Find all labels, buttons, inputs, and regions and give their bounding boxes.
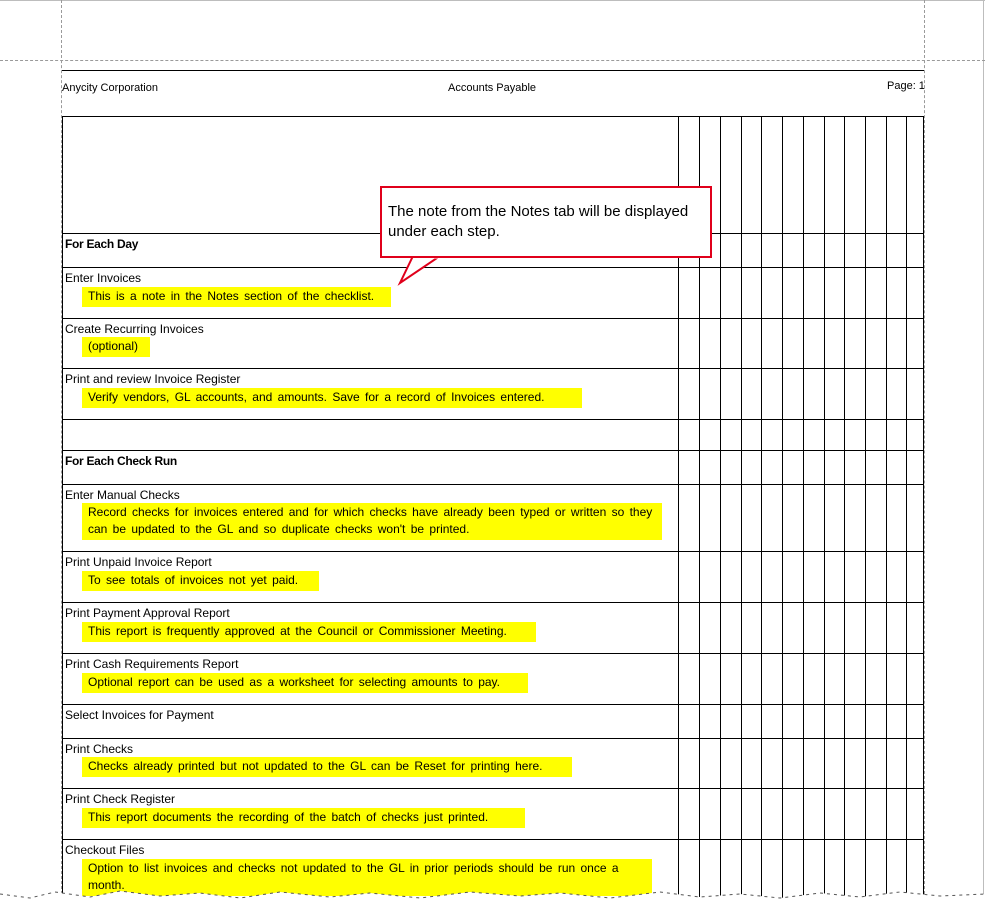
company-name: Anycity Corporation [62,82,158,94]
callout-text: The note from the Notes tab will be displayed under each step. [388,203,689,240]
top-margin-guide [0,60,985,61]
step-title-select-invoices: Select Invoices for Payment [65,708,214,722]
step-title-cash-requirements-report: Print Cash Requirements Report [65,657,239,671]
signoff-column-divider [782,117,783,919]
row-separator [63,839,923,840]
step-note: Optional report can be used as a worksheet for selecting amounts to pay. [82,673,528,693]
torn-page-edge [0,884,985,919]
row-separator [63,450,923,451]
row-separator [63,318,923,319]
row-separator [63,419,923,420]
callout-annotation [380,186,712,258]
page-top-edge [0,0,985,1]
signoff-column-divider [720,117,721,919]
row-separator [63,551,923,552]
step-title-payment-approval-report: Print Payment Approval Report [65,606,230,620]
row-separator [63,788,923,789]
signoff-column-divider [886,117,887,919]
row-separator [63,267,923,268]
signoff-column-divider [824,117,825,919]
signoff-column-divider [761,117,762,919]
signoff-column-divider [906,117,907,919]
step-title-recurring-invoices: Create Recurring Invoices [65,322,204,336]
row-separator [63,653,923,654]
step-note: Record checks for invoices entered and for which checks have already been typed or written so they can be updated to the GL and so duplicate checks won't be printed. [82,503,662,540]
section-title-each-check-run: For Each Check Run [65,454,177,468]
step-note: To see totals of invoices not yet paid. [82,571,319,591]
step-title-print-checks: Print Checks [65,742,134,756]
signoff-column-divider [803,117,804,919]
signoff-column-divider [844,117,845,919]
header-top-rule [62,70,924,71]
step-title-unpaid-invoice-report: Print Unpaid Invoice Report [65,555,212,569]
row-separator [63,738,923,739]
step-title-checkout-files: Checkout Files [65,843,145,857]
report-title: Accounts Payable [448,82,537,94]
row-separator [63,484,923,485]
step-title-manual-checks: Enter Manual Checks [65,488,180,502]
step-note: Verify vendors, GL accounts, and amounts. Save for a record of Invoices entered. [82,388,582,408]
step-title-enter-invoices: Enter Invoices [65,271,142,285]
step-note: Option to list invoices and checks not updated to the GL in prior periods should be run once a month. [82,859,652,896]
row-separator [63,602,923,603]
section-title-each-day: For Each Day [65,237,139,251]
signoff-column-divider [865,117,866,919]
row-separator [63,368,923,369]
step-note: (optional) [82,337,150,357]
step-note: This report documents the recording of the batch of checks just printed. [82,808,525,828]
page-number: Page: 1 [887,80,925,92]
step-note: Checks already printed but not updated to the GL can be Reset for printing here. [82,757,572,777]
step-title-check-register: Print Check Register [65,792,176,806]
right-margin-guide [924,0,925,919]
signoff-column-divider [741,117,742,919]
step-title-invoice-register: Print and review Invoice Register [65,372,241,386]
step-note: This is a note in the Notes section of the checklist. [82,287,391,307]
step-note: This report is frequently approved at the Council or Commissioner Meeting. [82,622,536,642]
page-right-edge [983,0,984,919]
row-separator [63,704,923,705]
